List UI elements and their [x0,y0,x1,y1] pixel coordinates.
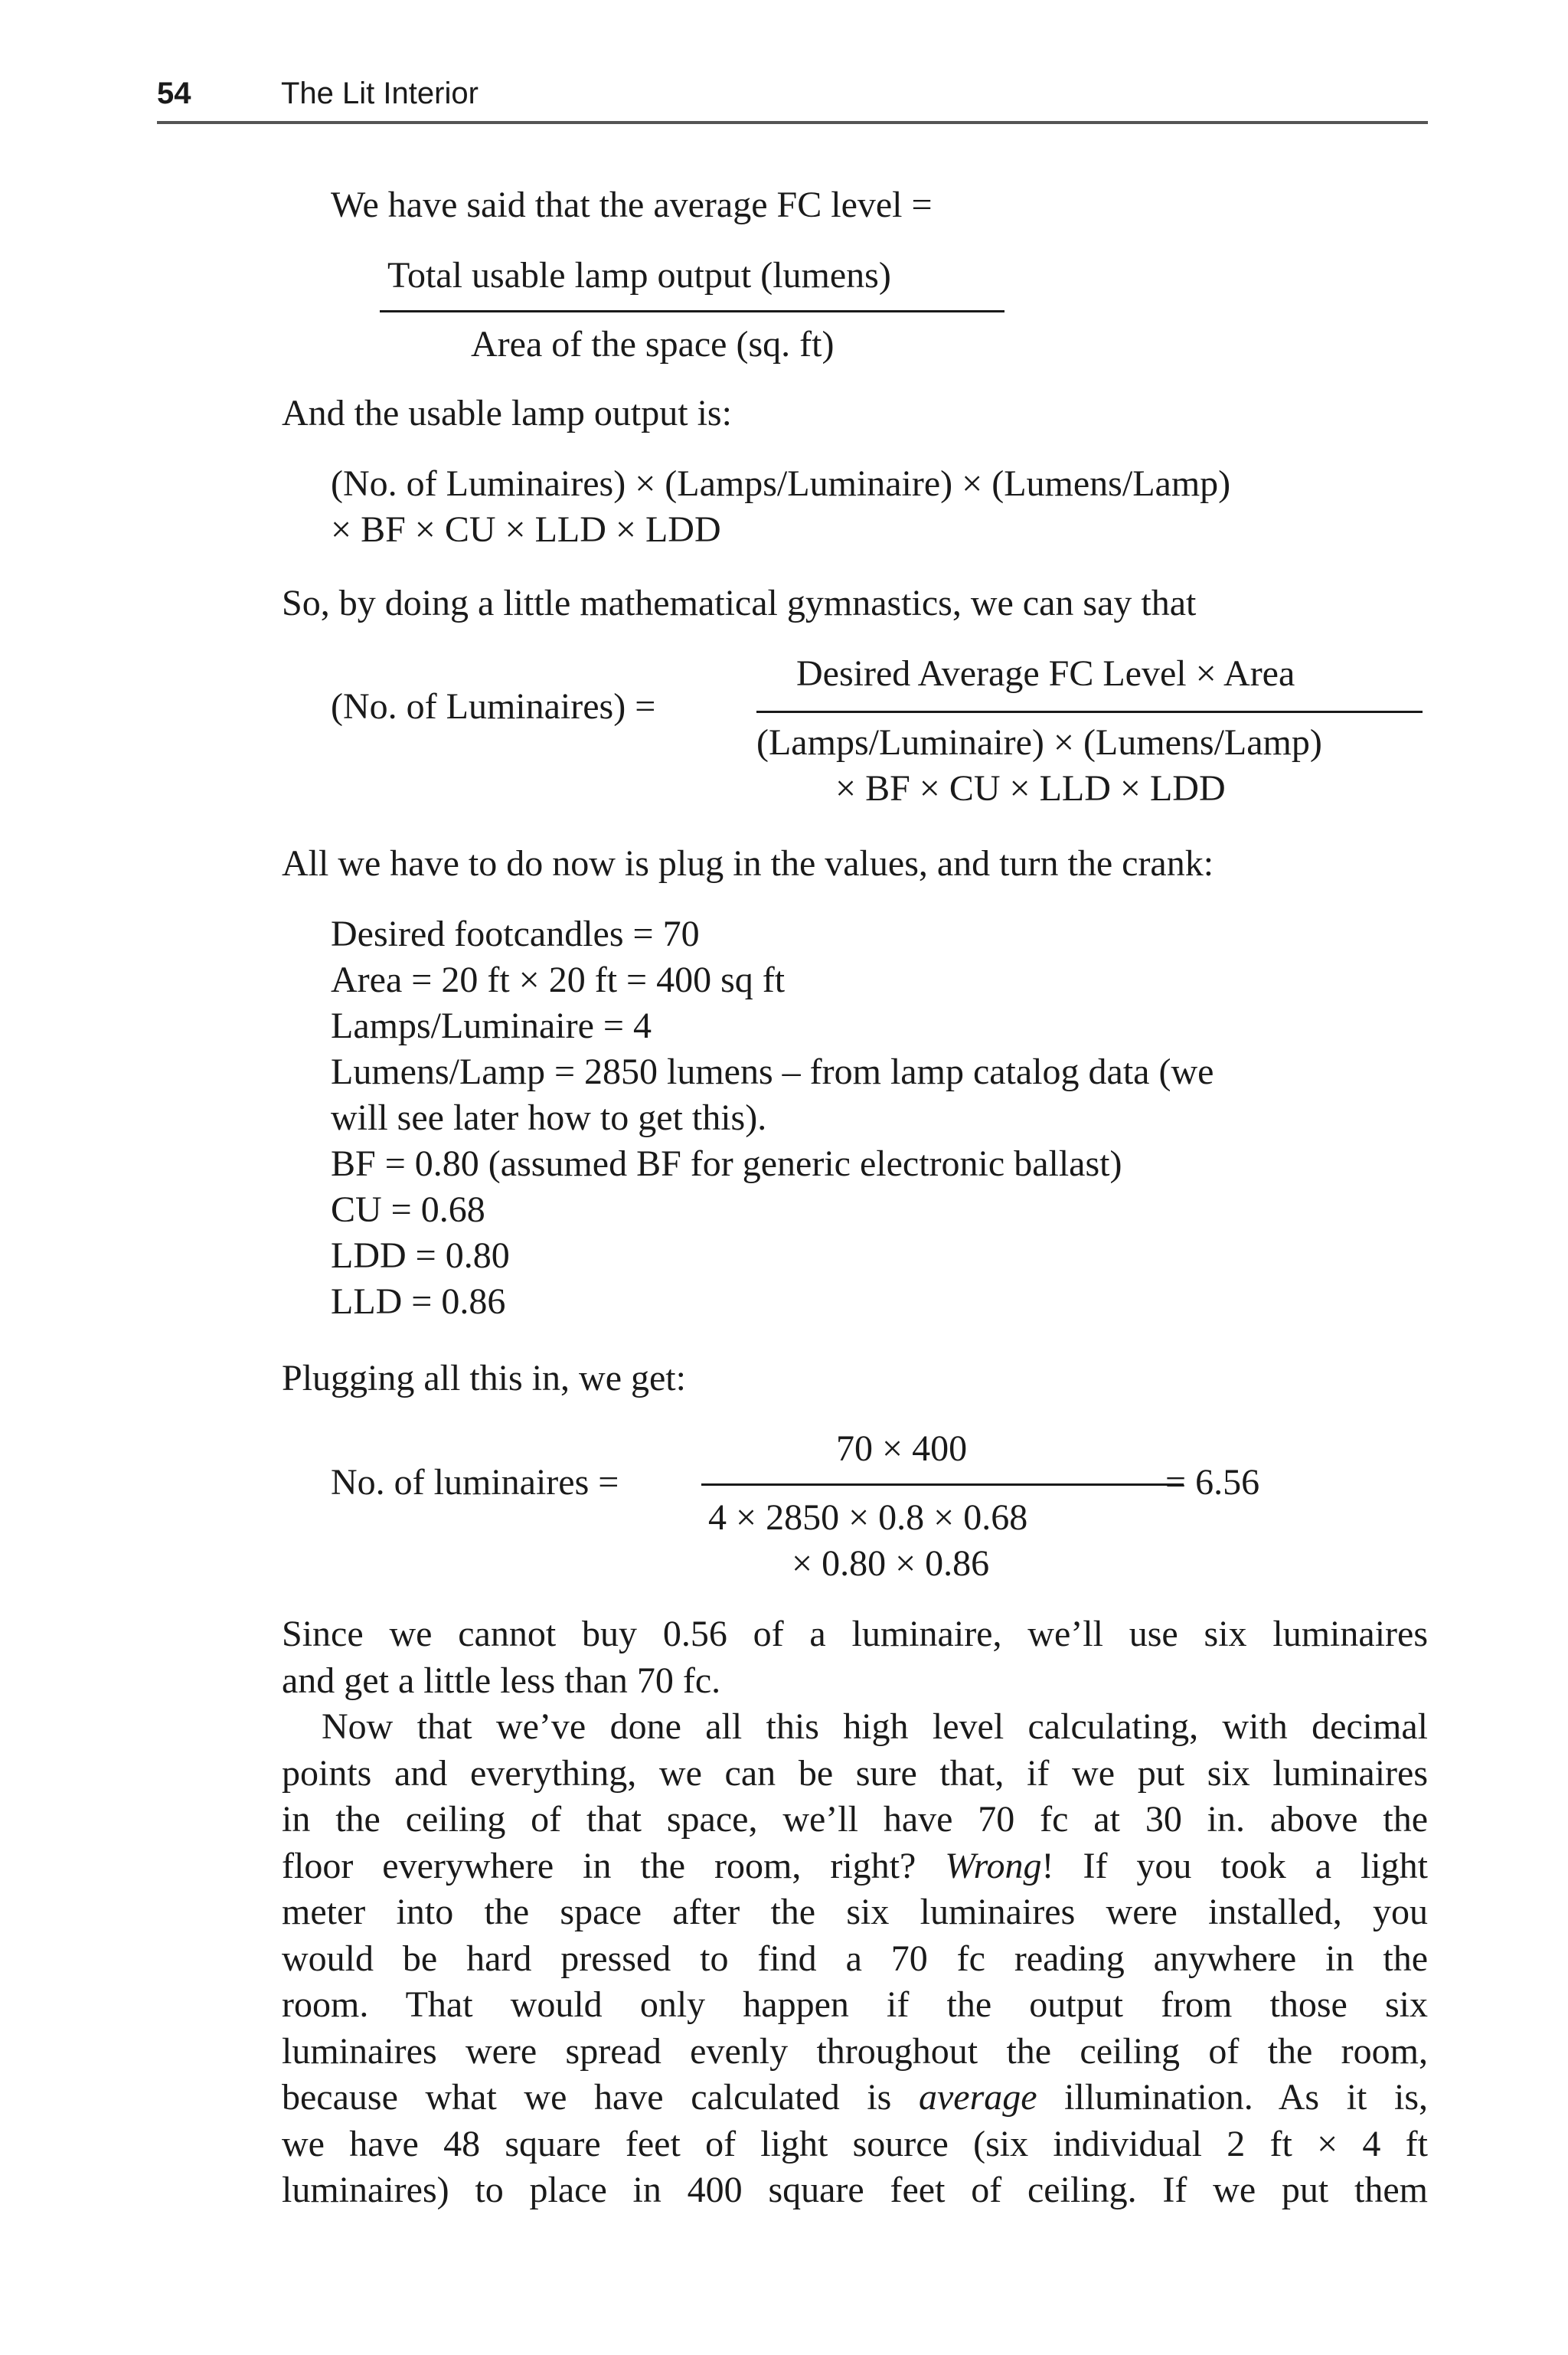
calc-lhs: No. of luminaires = [331,1462,619,1503]
calc-fraction-bar [701,1483,1184,1486]
calc-numerator: 70 × 400 [836,1428,968,1469]
text-run: because what we have calculated is [282,2077,919,2118]
emphasis-wrong: Wrong [945,1845,1042,1886]
running-header [157,75,1428,124]
calc-denominator: 4 × 2850 × 0.8 × 0.68 [708,1497,1028,1538]
book-title: The Lit Interior [281,77,479,110]
paragraph-line: Now that we’ve done all this high level calculating, with decimal [322,1706,1428,1747]
intro-line: We have said that the average FC level = [331,185,933,225]
paragraph-line: would be hard pressed to find a 70 fc reading anywhere in the [282,1938,1428,1979]
value-line: Lumens/Lamp = 2850 lumens – from lamp catalog data (we [331,1052,1214,1092]
text-run: ! If you took a light [1041,1845,1428,1886]
formula-denominator: × BF × CU × LLD × LDD [835,768,1226,809]
value-line: BF = 0.80 (assumed BF for generic electronic ballast) [331,1143,1122,1184]
calc-result: = 6.56 [1165,1462,1260,1503]
calc-denominator: × 0.80 × 0.86 [792,1543,990,1584]
paragraph [282,1611,1428,1704]
paragraph-line [282,1843,1428,1890]
formula-lhs: (No. of Luminaires) = [331,686,656,727]
value-line: will see later how to get this). [331,1097,767,1138]
paragraph-line: in the ceiling of that space, we’ll have 70 fc at 30 in. above the [282,1799,1428,1840]
formula-denominator: (Lamps/Luminaire) × (Lumens/Lamp) [756,722,1322,763]
paragraph [282,1704,1428,2214]
paragraph-line: and get a little less than 70 fc. [282,1660,721,1701]
paragraph-line: Since we cannot buy 0.56 of a luminaire, we’ll use six luminaires [282,1614,1428,1654]
body-text-line: All we have to do now is plug in the values, and turn the crank: [282,843,1214,884]
paragraph-line: points and everything, we can be sure that, if we put six luminaires [282,1752,1428,1794]
paragraph-line: room. That would only happen if the output from those six [282,1984,1428,2025]
body-text-line: Plugging all this in, we get: [282,1358,686,1398]
equation-line: × BF × CU × LLD × LDD [331,509,721,550]
paragraph-line [282,2075,1428,2121]
fraction-denominator: Area of the space (sq. ft) [471,324,835,365]
page-number: 54 [157,77,191,110]
paragraph-line: meter into the space after the six luminaires were installed, you [282,1892,1428,1932]
formula-numerator: Desired Average FC Level × Area [796,653,1295,694]
value-line: LLD = 0.86 [331,1281,506,1322]
text-run: illumination. As it is, [1037,2077,1428,2118]
text-run: floor everywhere in the room, right? [282,1845,946,1886]
equation-line: (No. of Luminaires) × (Lamps/Luminaire) × (Lumens/Lamp) [331,463,1231,504]
paragraph-line: we have 48 square feet of light source (six individual 2 ft × 4 ft [282,2123,1428,2164]
value-line: LDD = 0.80 [331,1235,510,1276]
emphasis-average: average [918,2077,1037,2118]
body-text-line: And the usable lamp output is: [282,393,732,433]
value-line: Area = 20 ft × 20 ft = 400 sq ft [331,960,786,1000]
value-line: Desired footcandles = 70 [331,914,700,954]
paragraph-line: luminaires) to place in 400 square feet of ceiling. If we put them [282,2170,1428,2210]
formula-fraction-bar [756,711,1423,713]
value-line: CU = 0.68 [331,1189,485,1230]
fraction-numerator: Total usable lamp output (lumens) [387,255,891,296]
paragraph-line: luminaires were spread evenly throughout the ceiling of the room, [282,2030,1428,2072]
fraction-bar [380,310,1004,312]
value-line: Lamps/Luminaire = 4 [331,1006,652,1046]
body-text-line: So, by doing a little mathematical gymnastics, we can say that [282,583,1197,623]
